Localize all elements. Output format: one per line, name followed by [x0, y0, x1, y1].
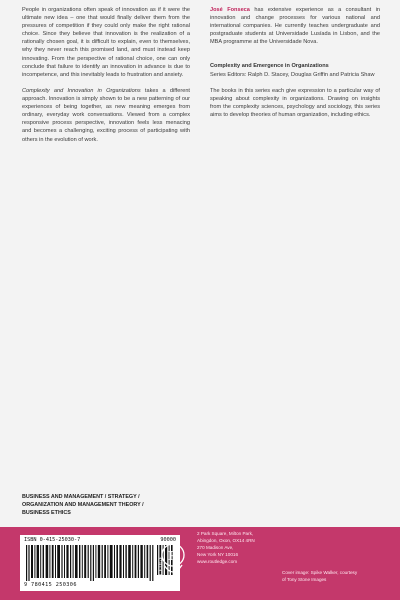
series-editors: Series Editors: Ralph D. Stacey, Douglas Griffin and Patricia Shaw [210, 71, 375, 78]
series-title: Complexity and Emergence in Organizations [210, 63, 329, 70]
author-bio-paragraph [210, 6, 380, 46]
address-line: 2 Park Square, Milton Park, [197, 531, 254, 536]
publisher-band [0, 527, 400, 600]
author-bio-text: has extensive experience as a consultant in innovation and change processes for various national and international companies. He currently teaches undergraduate and postgraduate students at Universidade Lusíada in Lisbon, and the MBA programme at the Universidade Nova. [210, 7, 380, 46]
subject-line: ORGANIZATION AND MANAGEMENT THEORY / [22, 502, 144, 508]
address-line: Abingdon, Oxon, OX14 4RN [197, 538, 255, 543]
credit-line: of Tony Stone Images [282, 577, 327, 582]
subject-line: BUSINESS AND MANAGEMENT / STRATEGY / [22, 494, 140, 500]
barcode-bars [26, 545, 174, 581]
isbn-line [24, 537, 176, 543]
subject-line: BUSINESS ETHICS [22, 510, 71, 516]
publisher-address [197, 530, 317, 565]
price-code: 90000 [160, 537, 176, 543]
blurb-column [22, 6, 190, 152]
address-line: 270 Madison Ave, [197, 545, 234, 550]
author-series-column [210, 6, 380, 127]
svg-text:R: R [167, 549, 179, 564]
blurb-paragraph-2 [22, 87, 190, 144]
publisher-website: www.routledge.com [197, 559, 238, 564]
routledge-logo [156, 535, 190, 593]
cover-image-credit [282, 569, 392, 583]
blurb-paragraph-1: People in organizations often speak of innovation as if it were the ultimate new idea – one that would finally deliver them from the pressures of competition if they could only make the right rational choice. Since they believe that innovation is the realization of a rationally chosen goal, it is difficult to explain, even to themselves, why they never reach this promised land, and must instead keep innovating. From the perspective of rational choice, one can only conclude that failure to identify an innovation in advance is due to incompetence, and this inevitably leads to frustration and anxiety. [22, 7, 190, 78]
address-line: New York NY 10016 [197, 552, 239, 557]
barcode-digits: 9 780415 250306 [24, 582, 77, 588]
author-name: José Fonseca [210, 7, 250, 13]
credit-line: Cover image: Spike Walker, courtesy [282, 570, 358, 575]
series-block [210, 62, 380, 119]
isbn-text: ISBN 0-415-25030-7 [24, 537, 81, 543]
series-description: The books in this series each give expression to a particular way of speaking about complexity in organizations. Drawing on insights from the complexity sciences, psychology and sociology, this series aims to develop theories of human organization, including ethics. [210, 87, 380, 118]
subject-categories [22, 493, 222, 517]
book-title-reference: Complexity and Innovation in Organizations [22, 87, 141, 94]
logo-wordmark: ROUTLEDGE [159, 555, 164, 591]
blurb-paragraph-2-text: takes a different approach. Innovation is simply shown to be a new patterning of our experiences of being together, as new meaning emerges from ordinary, everyday work conversations. Viewed from a complex responsive process perspective, innovation feels less menacing and becomes a challenging, exciting process of participating with others in the evolution of work. [22, 87, 190, 143]
